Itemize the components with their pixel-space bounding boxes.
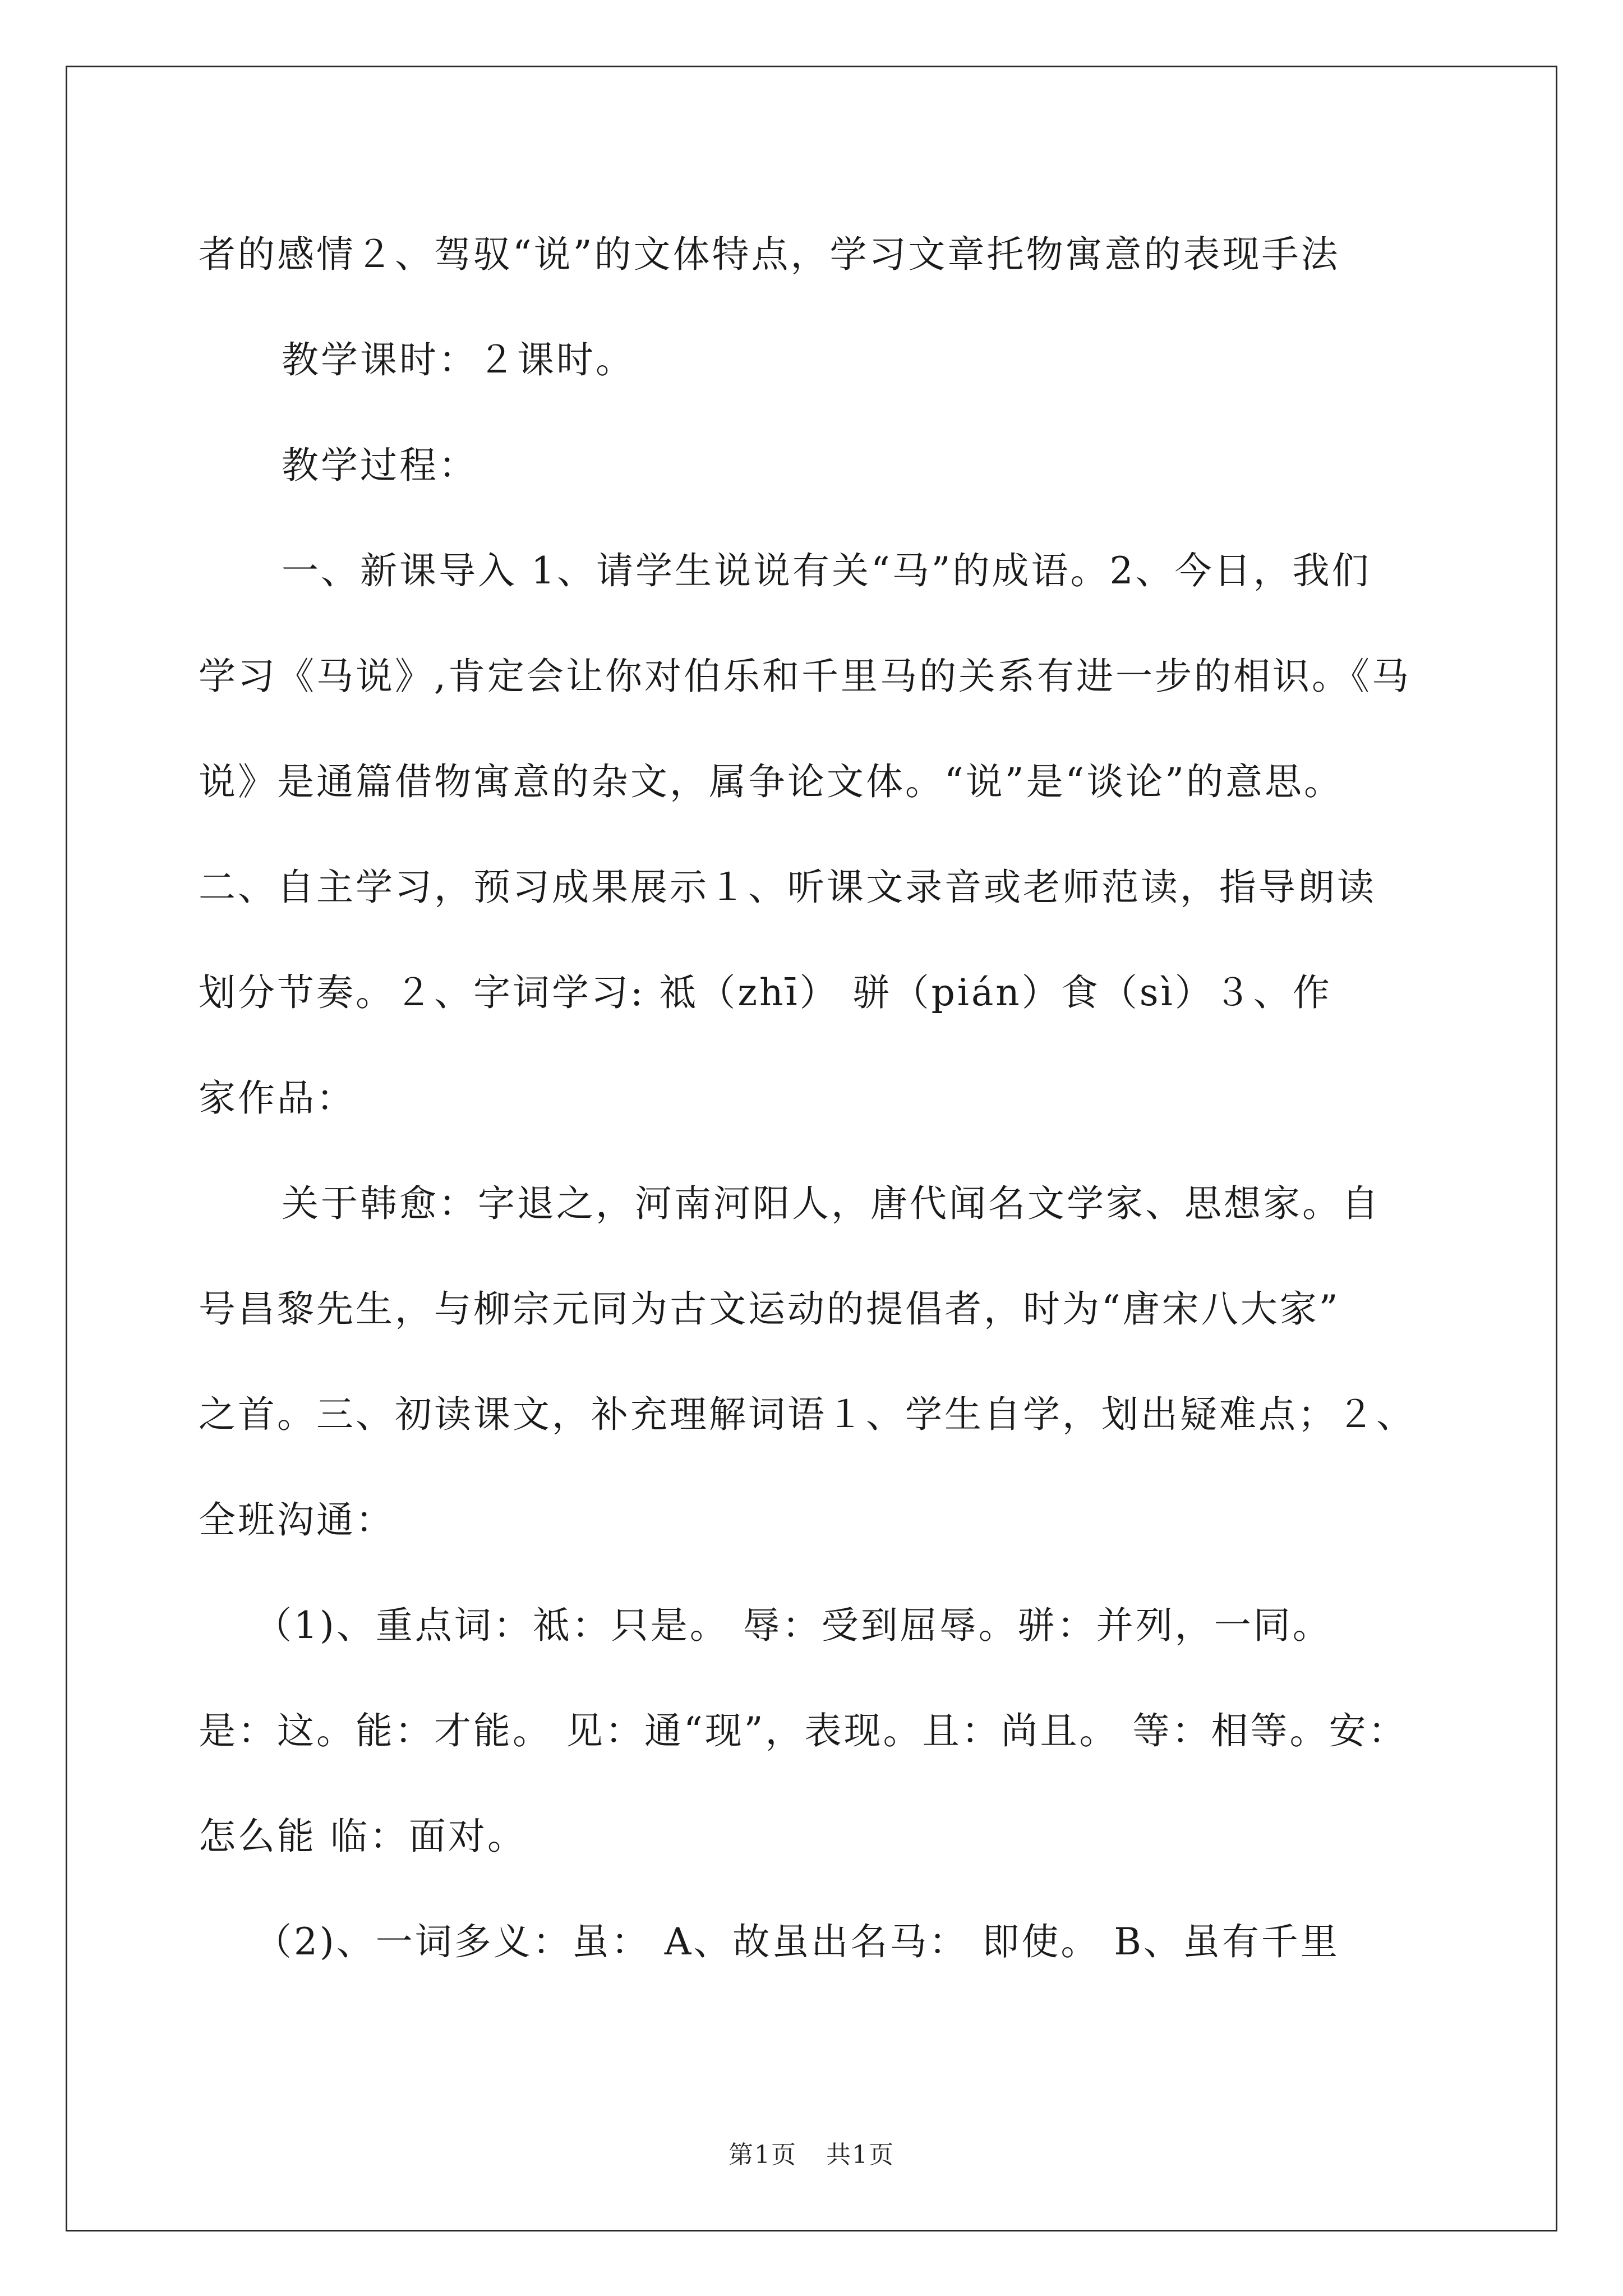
page-number: 第1页 <box>728 2141 797 2169</box>
text-line-2: 教学课时：２课时。 <box>282 338 635 381</box>
text-line-6: 说》是通篇借物寓意的杂文，属争论文体。“说”是“谈论”的意思。 <box>199 760 1343 803</box>
text-line-14: （1)、重点词：祗：只是。 辱：受到屈辱。骈：并列，一同。 <box>255 1604 1332 1647</box>
text-line-4: 一、新课导入 1、请学生说说有关“马”的成语。2、今日，我们 <box>282 549 1371 592</box>
text-line-7: 二、自主学习，预习成果展示１、听课文录音或老师范读，指导朗读 <box>199 866 1376 909</box>
text-line-1: 者的感情２、驾驭“说”的文体特点，学习文章托物寓意的表现手法 <box>199 233 1340 276</box>
text-line-12: 之首。三、初读课文，补充理解词语１、学生自学，划出疑难点；２、 <box>199 1393 1415 1436</box>
text-line-11: 号昌黎先生，与柳宗元同为古文运动的提倡者，时为“唐宋八大家” <box>199 1287 1340 1331</box>
document-body <box>199 202 1432 1995</box>
text-line-8: 划分节奏。２、字词学习: 祗（zhī） 骈（pián）食（sì）３、作 <box>199 971 1332 1014</box>
text-line-10: 关于韩愈：字退之，河南河阳人，唐代闻名文学家、思想家。自 <box>282 1182 1381 1225</box>
text-line-5: 学习《马说》,肯定会让你对伯乐和千里马的关系有进一步的相识。《马 <box>199 655 1411 698</box>
text-line-16: 怎么能 临：面对。 <box>199 1815 527 1858</box>
text-line-9: 家作品： <box>199 1076 356 1120</box>
page-footer <box>0 2134 1623 2170</box>
text-line-17: （2)、一词多义：虽： A、故虽出名马： 即使。 B、虽有千里 <box>255 1920 1340 1963</box>
page-total: 共1页 <box>826 2141 895 2169</box>
text-line-13: 全班沟通： <box>199 1498 395 1542</box>
text-line-15: 是：这。能：才能。 见：通“现”，表现。且：尚且。 等：相等。安： <box>199 1709 1408 1752</box>
text-line-3: 教学过程： <box>282 444 478 487</box>
